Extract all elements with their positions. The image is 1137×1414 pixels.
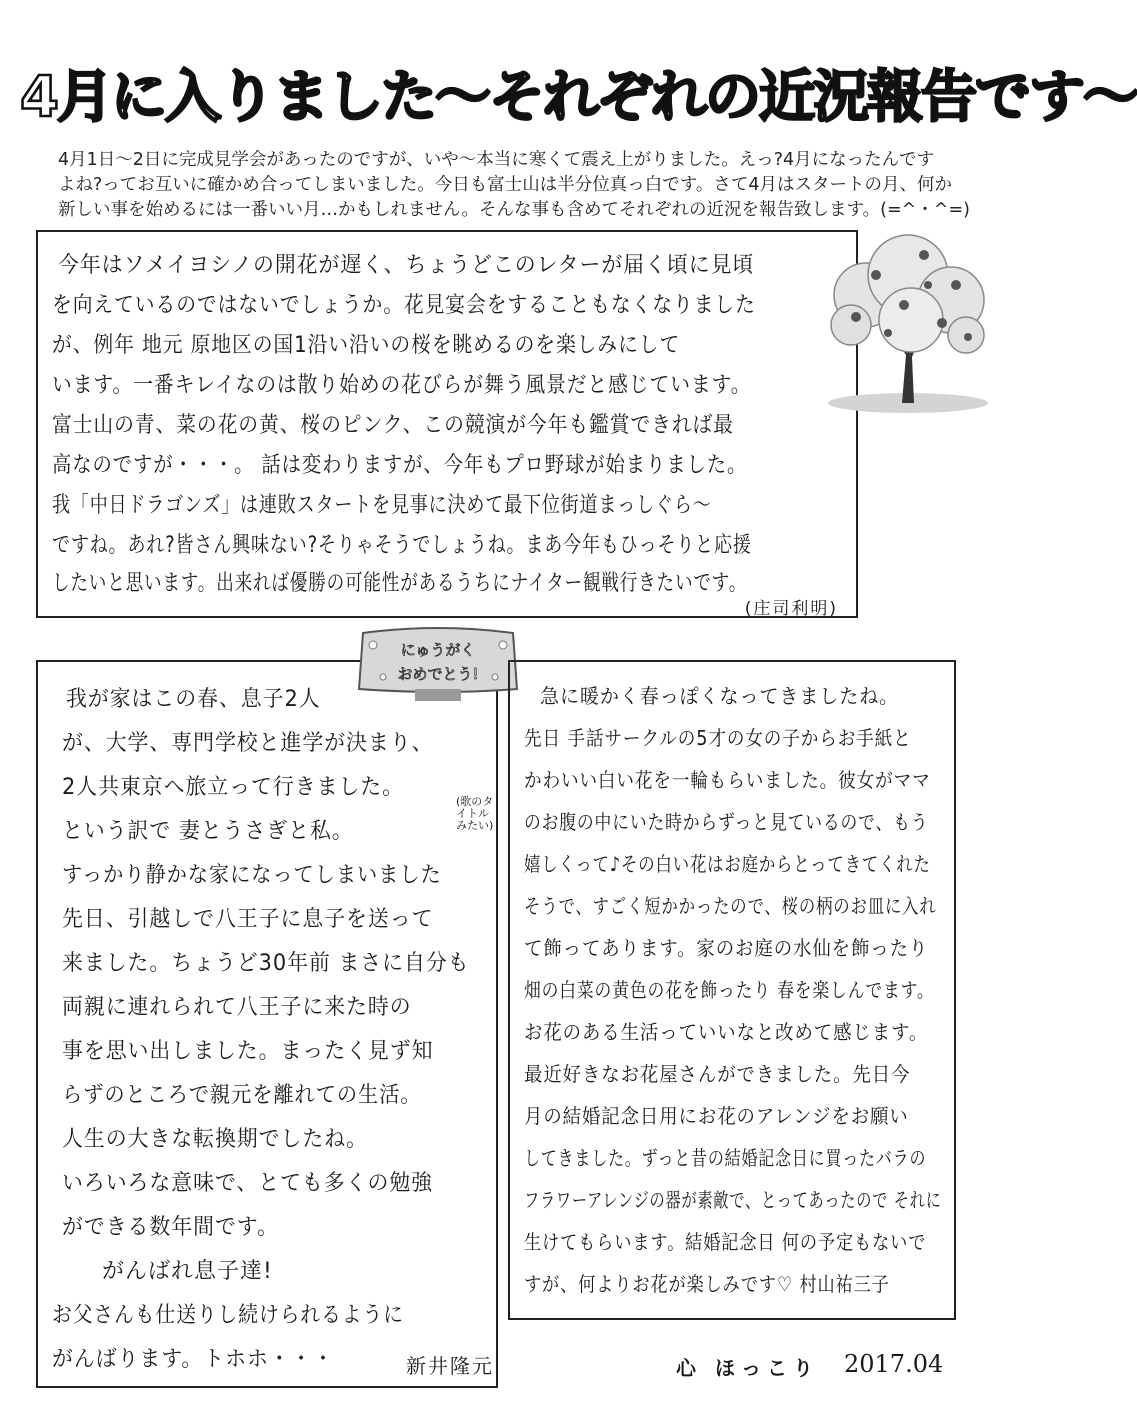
handwritten-line: 我「中日ドラゴンズ」は連敗スタートを見事に決めて最下位街道まっしぐら〜 [52, 493, 712, 518]
handwritten-line: のお腹の中にいた時からずっと見ているので、もう [524, 810, 929, 834]
handwritten-line: が、大学、専門学校と進学が決まり、 [62, 731, 434, 756]
page-title: 4月に入りました〜それぞれの近況報告です〜 [20, 65, 1137, 130]
handwritten-note: (歌のタイトル みたい) [456, 795, 494, 832]
handwritten-line: お花のある生活っていいなと改めて感じます。 [524, 1020, 929, 1044]
handwritten-line: が、例年 地元 原地区の国1沿い沿いの桜を眺めるのを楽しみにして [52, 333, 681, 358]
handwritten-line: したいと思います。出来れば優勝の可能性があるうちにナイター観戦行きたいです。 [52, 571, 748, 596]
handwritten-line: ができる数年間です。 [62, 1215, 279, 1240]
handwritten-line: 今年はソメイヨシノの開花が遅く、ちょうどこのレターが届く頃に見頃 [58, 253, 755, 278]
handwritten-line: 先日 手話サークルの5才の女の子からお手紙と [524, 726, 912, 750]
handwritten-line: フラワーアレンジの器が素敵で、とってあったので それに [524, 1188, 942, 1212]
handwritten-line: 事を思い出しました。まったく見ず知 [62, 1039, 434, 1064]
signature-arai: 新井隆元 [406, 1354, 494, 1378]
handwritten-line: という訳で 妻とうさぎと私。 [62, 819, 354, 844]
handwritten-line: 最近好きなお花屋さんができました。先日今 [524, 1062, 911, 1086]
handwritten-line: 高なのですが・・・。 話は変わりますが、今年もプロ野球が始まりました。 [52, 453, 748, 478]
handwritten-line: がんばります。トホホ・・・ [52, 1347, 335, 1372]
cherry-tree-icon [816, 225, 991, 415]
report-box-arai [36, 660, 498, 1388]
handwritten-line: お父さんも仕送りし続けられるように [52, 1303, 404, 1328]
handwritten-line: 人生の大きな転換期でしたね。 [62, 1127, 368, 1152]
handwritten-line: います。一番キレイなのは散り始めの花びらが舞う風景だと感じています。 [52, 373, 752, 398]
handwritten-line: 生けてもらいます。結婚記念日 何の予定もないで [524, 1230, 927, 1254]
intro-line: よね?ってお互いに確かめ合ってしまいました。今日も富士山は半分位真っ白です。さて4月はスタートの月、何か [58, 175, 953, 195]
handwritten-line: そうで、すごく短かかったので、桜の柄のお皿に入れ [524, 894, 937, 918]
handwritten-line: 先日、引越しで八王子に息子を送って [62, 907, 434, 932]
handwritten-line: 嬉しくって♪その白い花はお庭からとってきてくれた [524, 852, 931, 876]
intro-text [58, 148, 968, 223]
handwritten-line: 来ました。ちょうど30年前 まさに自分も [62, 951, 470, 976]
handwritten-line: を向えているのではないでしょうか。花見宴会をすることもなくなりました [52, 293, 756, 318]
handwritten-line: 我が家はこの春、息子2人 [66, 687, 321, 712]
nyugaku-badge [353, 625, 523, 707]
handwritten-line: て飾ってあります。家のお庭の水仙を飾ったり [524, 936, 929, 960]
handwritten-line: ですね。あれ?皆さん興味ない?そりゃそうでしょうね。まあ今年もひっそりと応援 [52, 533, 752, 558]
handwritten-line: いろいろな意味で、とても多くの勉強 [62, 1171, 434, 1196]
handwritten-line: 富士山の青、菜の花の黄、桜のピンク、この競演が今年も鑑賞できれば最 [52, 413, 734, 438]
intro-line: 新しい事を始めるには一番いい月…かもしれません。そんな事も含めてそれぞれの近況を報告致します。(=^・^=) [58, 200, 970, 220]
intro-line: 4月1日〜2日に完成見学会があったのですが、いや〜本当に寒くて震え上がりました。えっ?4月になったんです [58, 150, 935, 170]
handwritten-line: すっかり静かな家になってしまいました [62, 863, 442, 888]
badge-line-2: おめでとう! [397, 665, 479, 683]
handwritten-line: らずのところで親元を離れての生活。 [62, 1083, 422, 1108]
signature-shoji: (庄司利明) [744, 599, 838, 619]
handwritten-line: かわいい白い花を一輪もらいました。彼女がママ [524, 768, 931, 792]
handwritten-line: 畑の白菜の黄色の花を飾ったり 春を楽しんでます。 [524, 978, 935, 1002]
handwritten-line: すが、何よりお花が楽しみです♡ 村山祐三子 [524, 1272, 890, 1296]
footer-date: 2017.04 [844, 1350, 944, 1378]
footer-brand: 心 ほっこり [676, 1356, 819, 1380]
handwritten-line: がんばれ息子達! [102, 1259, 273, 1284]
report-box-murayama [508, 660, 956, 1320]
badge-line-1: にゅうがく [400, 641, 476, 659]
handwritten-line: 2人共東京へ旅立って行きました。 [62, 775, 404, 800]
handwritten-line: 急に暖かく春っぽくなってきましたね。 [540, 684, 900, 708]
handwritten-line: 月の結婚記念日用にお花のアレンジをお願い [524, 1104, 909, 1128]
handwritten-line: 両親に連れられて八王子に来た時の [62, 995, 412, 1020]
report-box-shoji [36, 230, 858, 618]
handwritten-line: してきました。ずっと昔の結婚記念日に買ったバラの [524, 1146, 927, 1170]
